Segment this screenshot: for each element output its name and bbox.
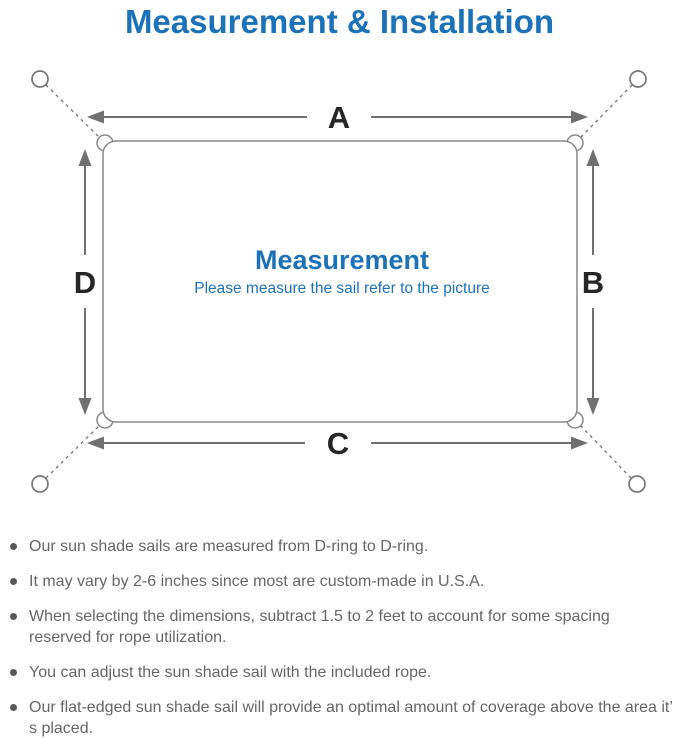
note-text: It may vary by 2-6 inches since most are custom-made in U.S.A. <box>29 573 485 590</box>
list-item <box>10 606 673 648</box>
bullet-icon <box>10 704 17 711</box>
list-item <box>10 536 673 557</box>
list-item <box>10 697 673 739</box>
arrow-left-icon <box>87 437 104 450</box>
guy-line <box>46 426 99 478</box>
guy-line <box>581 85 632 137</box>
dimension-label-a: A <box>327 100 351 135</box>
arrow-down-icon <box>79 398 92 415</box>
dimension-arrow-d <box>74 149 96 415</box>
dimension-label-d: D <box>73 265 97 300</box>
page-title: Measurement & Installation <box>124 3 555 40</box>
corner-ring-icon <box>630 71 646 87</box>
arrow-left-icon <box>87 111 104 124</box>
guy-line <box>46 85 99 137</box>
note-text: When selecting the dimensions, subtract 1.5 to 2 feet to account for some spacing reserved for rope utilization. <box>29 608 610 646</box>
corner-ring-icon <box>32 71 48 87</box>
corner-ring-icon <box>629 476 645 492</box>
bullet-icon <box>10 543 17 550</box>
arrow-right-icon <box>571 111 588 124</box>
list-item <box>10 662 673 683</box>
note-text: You can adjust the sun shade sail with the included rope. <box>29 664 432 681</box>
note-text: Our sun shade sails are measured from D-ring to D-ring. <box>29 538 429 555</box>
dimension-arrow-b <box>582 149 604 415</box>
arrow-right-icon <box>571 437 588 450</box>
arrow-up-icon <box>587 149 600 166</box>
sail-measurement-diagram <box>0 45 679 515</box>
guy-line <box>581 426 631 478</box>
diagram-center-title: Measurement <box>254 245 430 275</box>
dimension-label-c: C <box>326 426 350 461</box>
bullet-icon <box>10 613 17 620</box>
list-item <box>10 571 673 592</box>
dimension-arrow-c <box>87 426 588 461</box>
note-text: Our flat-edged sun shade sail will provide an optimal amount of coverage above the area it’ s placed. <box>29 699 673 737</box>
bullet-icon <box>10 578 17 585</box>
dimension-arrow-a <box>87 100 588 135</box>
arrow-down-icon <box>587 398 600 415</box>
diagram-center-subtitle: Please measure the sail refer to the picture <box>194 280 490 297</box>
dimension-label-b: B <box>581 265 605 300</box>
notes-list <box>10 531 673 739</box>
bullet-icon <box>10 669 17 676</box>
corner-ring-icon <box>32 476 48 492</box>
arrow-up-icon <box>79 149 92 166</box>
